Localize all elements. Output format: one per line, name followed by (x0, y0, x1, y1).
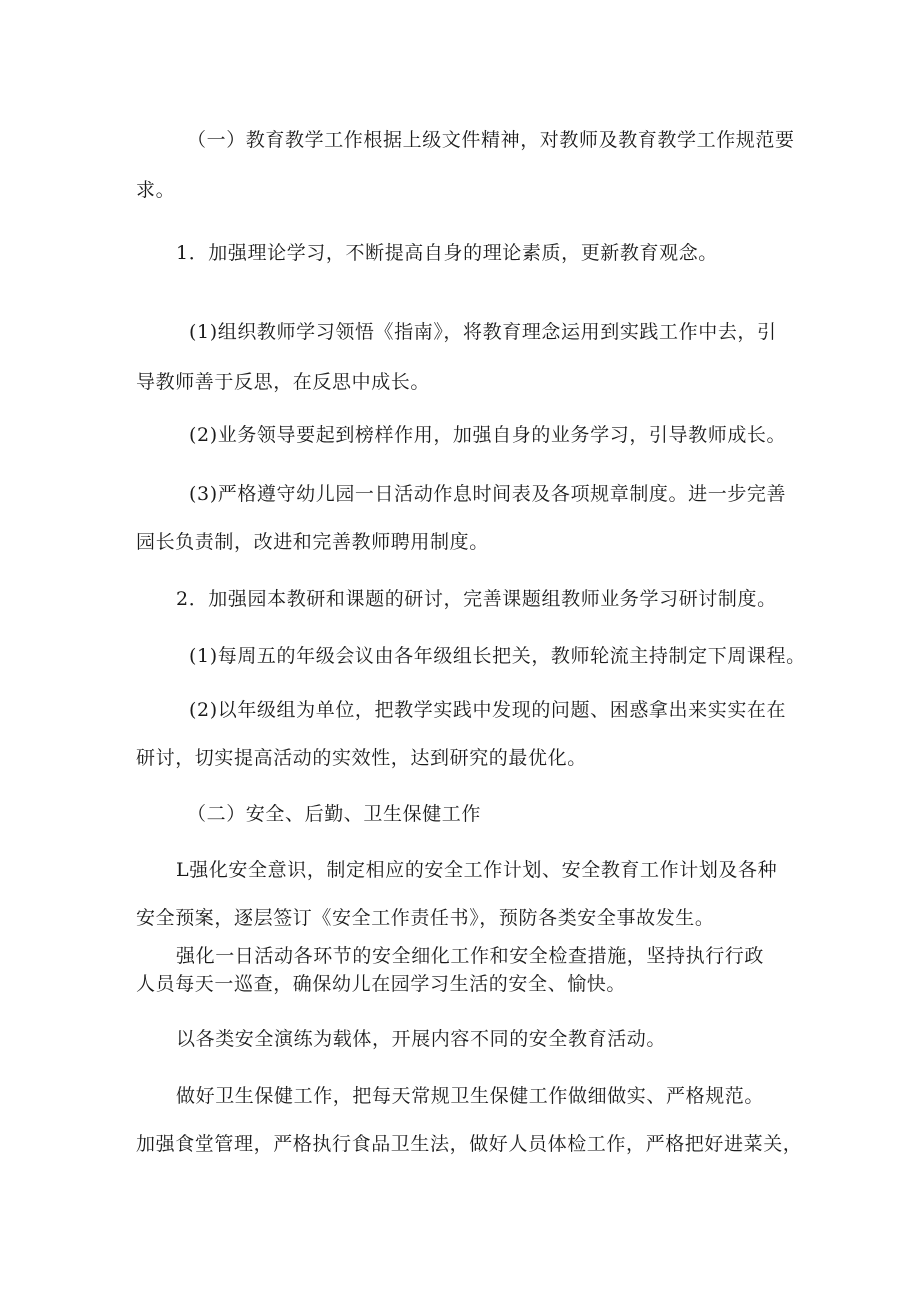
paragraph-safety-drill: 以各类安全演练为载体，开展内容不同的安全教育活动。 (176, 1028, 667, 1050)
item-heading-theory-study: 1．加强理论学习，不断提高自身的理论素质，更新教育观念。 (176, 242, 718, 264)
sub-item-2: (2)业务领导要起到榜样作用，加强自身的业务学习，引导教师成长。 (189, 424, 787, 446)
paragraph-line: 导教师善于反思，在反思中成长。 (136, 371, 431, 393)
paragraph-health-care: 做好卫生保健工作，把每天常规卫生保健工作做细做实、严格规范。 (176, 1085, 765, 1107)
paragraph-safety-awareness: L强化安全意识，制定相应的安全工作计划、安全教育工作计划及各种 (176, 859, 778, 881)
sub-item-2: (2)以年级组为单位，把教学实践中发现的问题、困惑拿出来实实在在 (189, 699, 787, 721)
paragraph-line: 园长负责制，改进和完善教师聘用制度。 (136, 531, 489, 553)
sub-item-3: (3)严格遵守幼儿园一日活动作息时间表及各项规章制度。进一步完善 (189, 483, 787, 505)
section-heading-teaching: （一）教育教学工作根据上级文件精神，对教师及教育教学工作规范要 (187, 129, 795, 151)
section-heading-safety: （二）安全、后勤、卫生保健工作 (187, 803, 482, 825)
paragraph-line: 求。 (136, 179, 176, 201)
item-heading-research: 2．加强园本教研和课题的研讨，完善课题组教师业务学习研讨制度。 (176, 588, 777, 610)
paragraph-daily-safety: 强化一日活动各环节的安全细化工作和安全检查措施，坚持执行行政 (176, 945, 765, 967)
paragraph-line: 安全预案，逐层签订《安全工作责任书》，预防各类安全事故发生。 (136, 907, 715, 929)
paragraph-line: 研讨，切实提高活动的实效性，达到研究的最优化。 (136, 747, 587, 769)
paragraph-canteen: 加强食堂管理，严格执行食品卫生法，做好人员体检工作，严格把好进菜关， (136, 1133, 803, 1155)
paragraph-line: 人员每天一巡查，确保幼儿在园学习生活的安全、愉快。 (136, 973, 627, 995)
sub-item-1: (1)每周五的年级会议由各年级组长把关，教师轮流主持制定下周课程。 (189, 645, 806, 667)
sub-item-1: (1)组织教师学习领悟《指南》，将教育理念运用到实践工作中去，引 (189, 321, 777, 343)
